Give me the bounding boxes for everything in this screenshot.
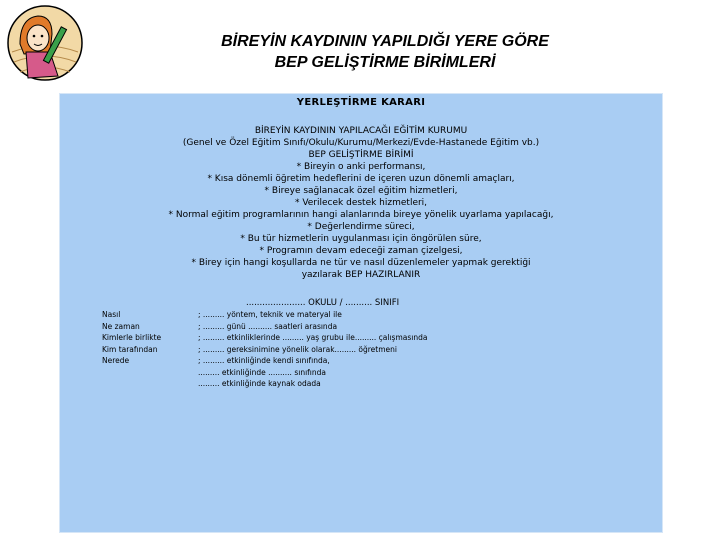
plan-line: * Kısa dönemli öğretim hedeflerini de içeren uzun dönemli amaçları, xyxy=(207,174,515,184)
plan-line: * Bireye sağlanacak özel eğitim hizmetleri, xyxy=(264,186,458,196)
plan-line: BİREYİN KAYDININ YAPILACAĞI EĞİTİM KURUMU xyxy=(254,126,468,136)
plan-line: * Verilecek destek hizmetleri, xyxy=(294,198,428,208)
plan-line: * Normal eğitim programlarının hangi alanlarında bireye yönelik uyarlama yapılacağı, xyxy=(168,210,554,220)
value-line: ; ......... etkinliğinde kendi sınıfında, xyxy=(198,356,330,365)
label-ne-zaman: Ne zaman xyxy=(102,321,140,331)
answer-values xyxy=(198,309,427,390)
student-writing-icon xyxy=(6,4,84,82)
plan-line: yazılarak BEP HAZIRLANIR xyxy=(301,270,421,280)
value-line: ; ......... günü .......... saatleri arasında xyxy=(198,321,338,331)
panel-heading: YERLEŞTİRME KARARI xyxy=(296,97,426,108)
page-title xyxy=(150,31,620,73)
plan-line: * Programın devam edeceği zaman çizelgesi, xyxy=(259,246,463,256)
plan-line: * Birey için hangi koşullarda ne tür ve nasıl düzenlemeler yapmak gerektiği xyxy=(191,258,531,268)
label-nasil: Nasıl xyxy=(102,310,121,319)
bep-plan-text xyxy=(60,125,662,281)
value-line: ; ......... etkinliklerinde ......... yaş grubu ile......... çalışmasında xyxy=(198,333,428,342)
plan-line: BEP GELİŞTİRME BİRİMİ xyxy=(308,150,414,160)
value-line: ; ......... yöntem, teknik ve materyal ile xyxy=(198,310,342,319)
value-line: ; ......... gereksinimine yönelik olarak......... öğretmeni xyxy=(198,344,397,354)
title-line-1: BİREYİN KAYDININ YAPILDIĞI YERE GÖRE xyxy=(221,33,549,50)
plan-line: (Genel ve Özel Eğitim Sınıfı/Okulu/Kurumu/Merkezi/Evde-Hastanede Eğitim vb.) xyxy=(182,138,540,148)
plan-line: * Değerlendirme süreci, xyxy=(307,222,415,232)
label-nerede: Nerede xyxy=(102,356,130,365)
label-kimlerle: Kimlerle birlikte xyxy=(102,333,162,342)
school-class-line: ...................... OKULU / .......... SINIFI xyxy=(246,298,400,308)
title-line-2: BEP GELİŞTİRME BİRİMLERİ xyxy=(274,54,496,71)
question-labels xyxy=(102,309,161,367)
value-line: ......... etkinliğinde kaynak odada xyxy=(198,379,321,388)
label-kim-tarafindan: Kim tarafından xyxy=(102,344,158,354)
plan-line: * Bireyin o anki performansı, xyxy=(296,162,426,172)
value-line: ......... etkinliğinde .......... sınıfında xyxy=(198,367,326,377)
placement-panel xyxy=(59,93,663,533)
plan-line: * Bu tür hizmetlerin uygulanması için öngörülen süre, xyxy=(240,234,482,244)
